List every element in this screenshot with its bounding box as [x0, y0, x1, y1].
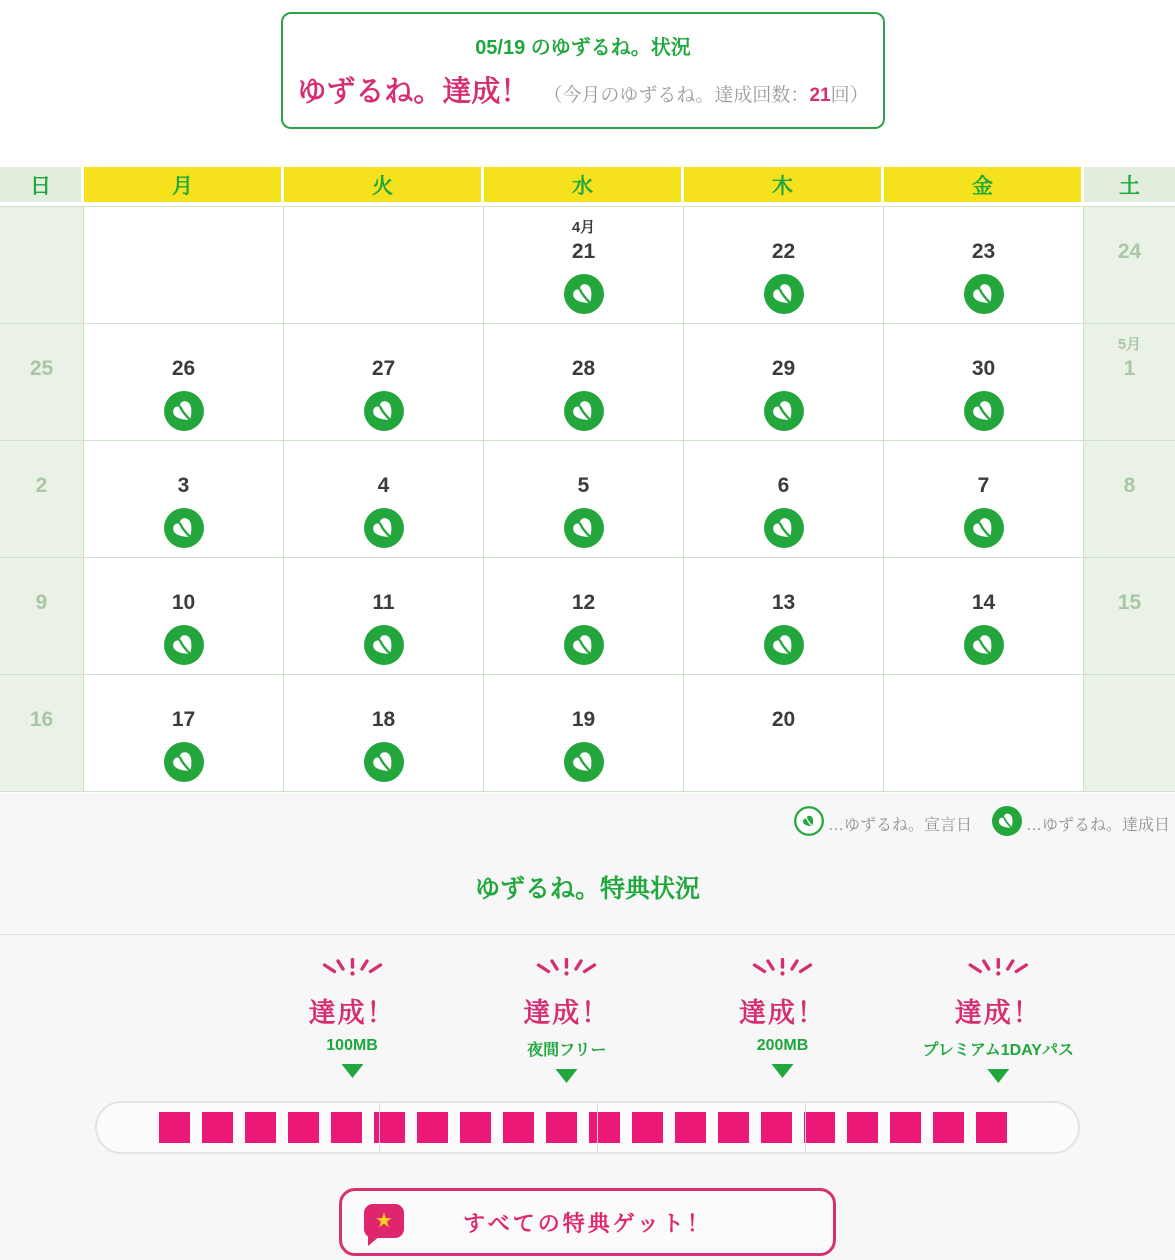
day-header-0: 日: [0, 167, 84, 202]
date-number: 30: [971, 357, 996, 380]
status-count-suffix: 回）: [830, 85, 869, 106]
calendar-cell-20: [684, 675, 884, 792]
yuzurune-achieved-icon: [564, 742, 604, 782]
progress-square: [761, 1112, 792, 1143]
yuzurune-calendar: [0, 167, 1175, 792]
progress-square: [976, 1112, 1007, 1143]
date-number: 1: [1123, 357, 1136, 380]
star-bubble-icon: [364, 1204, 404, 1238]
date-number: 24: [1117, 240, 1142, 263]
yuzurune-declared-icon: [794, 806, 824, 841]
legend-declared-item: [794, 806, 972, 841]
calendar-header-row: [0, 167, 1175, 202]
milestone-夜間フリー: [523, 958, 610, 1083]
status-result: ゆずるね。達成！: [297, 76, 530, 108]
day-header-5: 金: [884, 167, 1084, 202]
sparkle-burst-icon: [319, 958, 385, 989]
status-card: [281, 12, 885, 129]
date-number: 15: [1117, 591, 1142, 614]
date-number: 25: [29, 357, 54, 380]
calendar-cell-17: [84, 675, 284, 792]
calendar-cell-empty: [0, 207, 84, 324]
date-number: 27: [371, 357, 396, 380]
day-header-1: 月: [84, 167, 284, 202]
date-number: 12: [571, 591, 596, 614]
calendar-cell-11: [284, 558, 484, 675]
star-icon: ★: [375, 1210, 393, 1232]
month-label: 4月: [571, 219, 596, 236]
progress-segment-divider: [805, 1103, 806, 1152]
progress-square: [589, 1112, 620, 1143]
date-number: 4: [377, 474, 390, 497]
date-number: 3: [177, 474, 190, 497]
progress-square: [460, 1112, 491, 1143]
progress-square: [890, 1112, 921, 1143]
calendar-cell-1: [1084, 324, 1175, 441]
date-number: 21: [571, 240, 596, 263]
milestone-arrow-icon: [341, 1064, 363, 1078]
yuzurune-achieved-icon: [964, 391, 1004, 431]
milestone-200MB: [739, 958, 826, 1078]
date-number: 28: [571, 357, 596, 380]
status-count: [543, 80, 868, 107]
day-header-6: 土: [1084, 167, 1175, 202]
calendar-cell-empty: [884, 675, 1084, 792]
date-number: 9: [35, 591, 48, 614]
progress-square: [675, 1112, 706, 1143]
calendar-cell-empty: [84, 207, 284, 324]
yuzurune-achieved-icon: [764, 508, 804, 548]
milestone-プレミアム1DAYパス: [923, 958, 1074, 1083]
progress-square: [933, 1112, 964, 1143]
sparkle-burst-icon: [750, 958, 816, 989]
yuzurune-achieved-icon: [164, 391, 204, 431]
date-number: 8: [1123, 474, 1136, 497]
progress-square: [847, 1112, 878, 1143]
progress-segment-divider: [379, 1103, 380, 1152]
progress-square: [546, 1112, 577, 1143]
calendar-cell-10: [84, 558, 284, 675]
status-count-prefix: （今月のゆずるね。達成回数：: [543, 85, 810, 106]
date-number: 5: [577, 474, 590, 497]
yuzurune-achieved-icon: [964, 508, 1004, 548]
calendar-cell-26: [84, 324, 284, 441]
calendar-legend: [794, 806, 1170, 841]
milestone-status: 達成！: [308, 998, 396, 1028]
yuzurune-achieved-icon: [992, 806, 1022, 841]
yuzurune-achieved-icon: [964, 274, 1004, 314]
sparkle-burst-icon: [965, 958, 1031, 989]
rewards-section: [0, 793, 1175, 1260]
date-number: 22: [771, 240, 796, 263]
yuzurune-achieved-icon: [564, 625, 604, 665]
date-number: 2: [35, 474, 48, 497]
milestone-label: 200MB: [756, 1037, 809, 1054]
milestone-arrow-icon: [987, 1069, 1009, 1083]
legend-achieved-label: …ゆずるね。達成日: [1025, 817, 1170, 834]
calendar-cell-9: [0, 558, 84, 675]
progress-square: [503, 1112, 534, 1143]
yuzurune-achieved-icon: [364, 742, 404, 782]
progress-square: [632, 1112, 663, 1143]
date-number: 29: [771, 357, 796, 380]
calendar-cell-13: [684, 558, 884, 675]
date-number: 13: [771, 591, 796, 614]
rewards-progress-bar: [95, 1101, 1080, 1154]
date-number: 10: [171, 591, 196, 614]
yuzurune-achieved-icon: [364, 391, 404, 431]
milestone-100MB: [309, 958, 396, 1078]
calendar-cell-6: [684, 441, 884, 558]
day-header-4: 木: [684, 167, 884, 202]
calendar-cell-27: [284, 324, 484, 441]
date-number: 17: [171, 708, 196, 731]
milestone-markers: [95, 958, 1080, 1098]
milestone-arrow-icon: [556, 1069, 578, 1083]
achieve-count-value: 21: [809, 85, 831, 106]
milestone-label: プレミアム1DAYパス: [922, 1042, 1074, 1059]
section-divider: [0, 934, 1175, 935]
calendar-cell-24: [1084, 207, 1175, 324]
progress-square: [417, 1112, 448, 1143]
yuzurune-achieved-icon: [564, 391, 604, 431]
status-date-title: 05/19 のゆずるね。状況: [475, 37, 691, 59]
progress-square: [288, 1112, 319, 1143]
yuzurune-achieved-icon: [764, 391, 804, 431]
legend-declared-label: …ゆずるね。宣言日: [827, 817, 972, 834]
rewards-section-title: ゆずるね。特典状況: [474, 875, 700, 903]
calendar-cell-empty: [284, 207, 484, 324]
yuzurune-achieved-icon: [564, 274, 604, 314]
calendar-cell-15: [1084, 558, 1175, 675]
date-number: 18: [371, 708, 396, 731]
yuzurune-achieved-icon: [764, 625, 804, 665]
yuzurune-achieved-icon: [164, 742, 204, 782]
calendar-cell-23: [884, 207, 1084, 324]
yuzurune-achieved-icon: [964, 625, 1004, 665]
status-line: [297, 69, 868, 110]
calendar-cell-19: [484, 675, 684, 792]
calendar-cell-12: [484, 558, 684, 675]
calendar-cell-3: [84, 441, 284, 558]
calendar-cell-5: [484, 441, 684, 558]
legend-achieved-item: [992, 806, 1170, 841]
calendar-cell-25: [0, 324, 84, 441]
date-number: 20: [771, 708, 796, 731]
calendar-cell-2: [0, 441, 84, 558]
progress-segment-divider: [597, 1103, 598, 1152]
progress-square: [202, 1112, 233, 1143]
calendar-cell-22: [684, 207, 884, 324]
yuzurune-achieved-icon: [164, 625, 204, 665]
milestone-label: 夜間フリー: [527, 1042, 607, 1059]
progress-squares: [159, 1112, 1007, 1143]
progress-square: [718, 1112, 749, 1143]
calendar-cell-8: [1084, 441, 1175, 558]
date-number: 6: [777, 474, 790, 497]
date-number: 7: [977, 474, 990, 497]
date-number: 11: [372, 591, 395, 614]
calendar-cell-4: [284, 441, 484, 558]
progress-square: [159, 1112, 190, 1143]
milestone-status: 達成！: [523, 998, 611, 1028]
date-number: 26: [171, 357, 196, 380]
progress-square: [331, 1112, 362, 1143]
sparkle-burst-icon: [534, 958, 600, 989]
date-number: 16: [29, 708, 54, 731]
yuzurune-achieved-icon: [364, 625, 404, 665]
day-header-3: 水: [484, 167, 684, 202]
calendar-grid: [0, 206, 1175, 792]
yuzurune-achieved-icon: [364, 508, 404, 548]
month-label: 5月: [1117, 336, 1142, 353]
all-rewards-button[interactable]: [339, 1188, 836, 1256]
date-number: 14: [971, 591, 996, 614]
calendar-cell-21: [484, 207, 684, 324]
progress-square: [245, 1112, 276, 1143]
calendar-cell-18: [284, 675, 484, 792]
date-number: 19: [571, 708, 596, 731]
day-header-2: 火: [284, 167, 484, 202]
milestone-label: 100MB: [326, 1037, 378, 1054]
calendar-cell-16: [0, 675, 84, 792]
progress-square: [804, 1112, 835, 1143]
bubble-tail: [368, 1236, 380, 1246]
calendar-cell-14: [884, 558, 1084, 675]
yuzurune-achieved-icon: [764, 274, 804, 314]
date-number: 23: [971, 240, 996, 263]
yuzurune-achieved-icon: [564, 508, 604, 548]
calendar-cell-28: [484, 324, 684, 441]
calendar-cell-7: [884, 441, 1084, 558]
calendar-cell-empty: [1084, 675, 1175, 792]
milestone-arrow-icon: [772, 1064, 794, 1078]
calendar-cell-30: [884, 324, 1084, 441]
yuzurune-achieved-icon: [164, 508, 204, 548]
milestone-status: 達成！: [739, 998, 827, 1028]
all-rewards-button-label: すべての特典ゲット！: [463, 1210, 712, 1236]
milestone-status: 達成！: [954, 998, 1042, 1028]
calendar-cell-29: [684, 324, 884, 441]
